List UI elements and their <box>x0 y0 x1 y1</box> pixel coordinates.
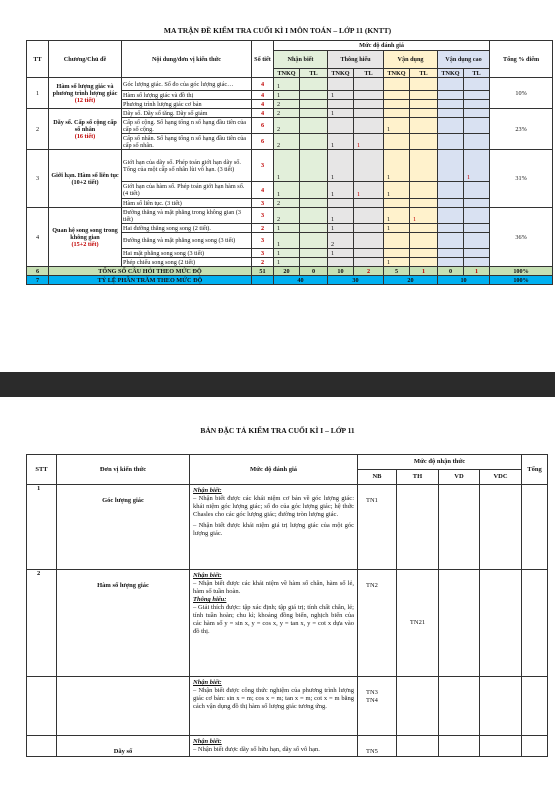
count-cell <box>354 150 384 182</box>
count-cell <box>464 100 490 109</box>
vdc-code-cell <box>480 485 522 570</box>
count-cell <box>300 258 328 267</box>
count-cell <box>384 249 410 258</box>
count-cell: 1 <box>274 224 300 233</box>
count-cell <box>300 100 328 109</box>
header-tnkq: TNKQ <box>384 69 410 78</box>
count-cell: 1 <box>328 150 354 182</box>
periods-cell: 4 <box>252 91 274 100</box>
pct-nb: 40 <box>274 276 328 285</box>
percent-row <box>27 276 553 285</box>
count-cell: 1 <box>354 134 384 150</box>
header-chapter: Chương/Chủ đề <box>49 41 122 78</box>
header-tt: TT <box>27 41 49 78</box>
spec-table <box>26 454 548 757</box>
count-cell <box>328 118 354 134</box>
header-tnkq: TNKQ <box>438 69 464 78</box>
spec-row <box>27 736 548 757</box>
group-chapter <box>49 109 122 150</box>
count-cell <box>300 118 328 134</box>
count-cell <box>464 258 490 267</box>
count-cell: 2 <box>274 199 300 208</box>
nb-heading: Nhận biết: <box>193 679 222 686</box>
spec-row <box>27 485 548 570</box>
count-cell <box>300 109 328 118</box>
header-tl: TL <box>410 69 438 78</box>
nb-code-cell: TN2 <box>358 570 397 677</box>
header-nb: Nhận biết <box>274 51 328 69</box>
count-cell <box>464 91 490 100</box>
count-cell <box>410 78 438 91</box>
count-cell <box>464 78 490 91</box>
count-cell <box>438 150 464 182</box>
count-cell <box>438 224 464 233</box>
count-cell: 1 <box>274 233 300 249</box>
periods-cell: 4 <box>252 182 274 199</box>
count-cell <box>328 258 354 267</box>
count-cell <box>354 208 384 224</box>
periods-cell: 4 <box>252 100 274 109</box>
header-vd: VD <box>439 470 480 485</box>
sum-total: 100% <box>490 267 553 276</box>
periods-cell: 3 <box>252 208 274 224</box>
spec-row <box>27 570 548 677</box>
group-chapter <box>49 208 122 267</box>
group-total: 23% <box>490 109 553 150</box>
count-cell <box>354 91 384 100</box>
count-cell <box>410 199 438 208</box>
count-cell <box>328 199 354 208</box>
count-cell <box>384 78 410 91</box>
header-content: Nội dung/đơn vị kiến thức <box>122 41 252 78</box>
count-cell: 1 <box>274 249 300 258</box>
periods-cell: 4 <box>252 109 274 118</box>
matrix-row <box>27 78 553 91</box>
sum-label: TỔNG SỐ CÂU HỎI THEO MỨC ĐỘ <box>49 267 252 276</box>
count-cell <box>300 91 328 100</box>
content-cell: Hai mặt phẳng song song (3 tiết) <box>122 249 252 258</box>
count-cell <box>300 249 328 258</box>
count-cell <box>384 91 410 100</box>
header-nb: NB <box>358 470 397 485</box>
pct-tt: 7 <box>27 276 49 285</box>
stt-cell <box>27 677 57 736</box>
group-total: 10% <box>490 78 553 109</box>
count-cell <box>300 233 328 249</box>
count-cell: 1 <box>384 150 410 182</box>
group-tt: 3 <box>27 150 49 208</box>
chapter-name: Hàm số lượng giác và phương trình lượng giác <box>52 82 118 97</box>
assessment-cell <box>190 485 358 570</box>
count-cell <box>384 134 410 150</box>
header-th: TH <box>397 470 439 485</box>
th-code-cell <box>397 736 439 757</box>
content-cell: Cấp số cộng. Số hạng tổng n số hạng đầu tiên của cấp số cộng. <box>122 118 252 134</box>
count-cell: 1 <box>274 182 300 199</box>
spec-body <box>27 485 548 757</box>
nb-heading: Nhận biết: <box>193 738 222 745</box>
count-cell: 1 <box>328 134 354 150</box>
count-cell: 1 <box>274 91 300 100</box>
vdc-code-cell <box>480 736 522 757</box>
header-vdc: VDC <box>480 470 522 485</box>
count-cell <box>438 208 464 224</box>
assessment-cell <box>190 570 358 677</box>
spec-row <box>27 677 548 736</box>
chapter-periods: (16 tiết) <box>74 132 96 140</box>
vdc-code-cell <box>480 677 522 736</box>
count-cell <box>464 199 490 208</box>
header-tl: TL <box>354 69 384 78</box>
count-cell: 2 <box>274 134 300 150</box>
periods-cell: 3 <box>252 150 274 182</box>
content-cell: Hàm số liên tục. (3 tiết) <box>122 199 252 208</box>
content-cell: Giới hạn của dãy số. Phép toán giới hạn dãy số. Tổng của một cấp số nhân lùi vô hạn. (3 tiết) <box>122 150 252 182</box>
content-cell: Hàm số lượng giác và đồ thị <box>122 91 252 100</box>
count-cell <box>438 78 464 91</box>
nb-heading: Nhận biết: <box>193 487 222 494</box>
count-cell: 2 <box>328 233 354 249</box>
count-cell: 1 <box>328 224 354 233</box>
periods-cell: 6 <box>252 134 274 150</box>
vd-code-cell <box>439 570 480 677</box>
nb-item: – Nhận biết được các khái niệm về hàm số chẵn, hàm số lẻ, hàm số tuần hoàn. <box>193 580 354 595</box>
count-cell: 2 <box>274 100 300 109</box>
count-cell: 1 <box>384 224 410 233</box>
count-cell: 1 <box>384 182 410 199</box>
pct-label: TỶ LỆ PHẦN TRĂM THEO MỨC ĐỘ <box>49 276 252 285</box>
total-cell <box>522 677 548 736</box>
count-cell <box>300 199 328 208</box>
sum-nb-tnkq: 20 <box>274 267 300 276</box>
count-cell <box>300 78 328 91</box>
content-cell: Góc lượng giác. Số đo của góc lượng giác… <box>122 78 252 91</box>
periods-cell: 6 <box>252 118 274 134</box>
th-code-cell <box>397 677 439 736</box>
count-cell <box>438 258 464 267</box>
th-item: – Giải thích được: tập xác định; tập giá trị; tính chất chẵn, lẻ; tính tuần hoàn; chu kì; khoảng đồng biến, nghịch biến của các hàm số y = sin x, y = cos x, y = tan x, y = cot x dựa vào đồ thị. <box>193 604 354 635</box>
count-cell <box>464 182 490 199</box>
count-cell <box>464 233 490 249</box>
count-cell: 1 <box>328 249 354 258</box>
matrix-row <box>27 109 553 118</box>
header-total: Tổng % điểm <box>490 41 553 78</box>
count-cell <box>410 224 438 233</box>
assessment-cell <box>190 677 358 736</box>
count-cell <box>410 258 438 267</box>
count-cell: 1 <box>274 78 300 91</box>
count-cell <box>300 182 328 199</box>
count-cell <box>410 109 438 118</box>
page-separator <box>0 372 555 397</box>
count-cell: 1 <box>384 208 410 224</box>
header-cognitive: Mức độ nhận thức <box>358 455 522 470</box>
content-cell: Phép chiếu song song (2 tiết) <box>122 258 252 267</box>
nb-item: – Nhận biết được công thức nghiệm của phương trình lượng giác cơ bản: sin x = m; cos x = m; tan x = m; cot x = m bằng cách vận dụng đồ thị hàm số lượng giác tương ứng. <box>193 687 354 710</box>
count-cell <box>354 100 384 109</box>
matrix-table <box>26 40 553 285</box>
spec-header-row-1 <box>27 455 548 470</box>
count-cell <box>438 182 464 199</box>
nb-code-cell: TN3 TN4 <box>358 677 397 736</box>
header-tnkq: TNKQ <box>328 69 354 78</box>
sum-tt: 6 <box>27 267 49 276</box>
periods-cell: 4 <box>252 78 274 91</box>
unit-cell: Hàm số lượng giác <box>57 570 190 677</box>
sum-vd-tl: 1 <box>410 267 438 276</box>
group-chapter <box>49 150 122 208</box>
nb-code-cell: TN1 <box>358 485 397 570</box>
periods-cell: 3 <box>252 199 274 208</box>
count-cell: 1 <box>410 208 438 224</box>
total-cell <box>522 485 548 570</box>
chapter-name: Dãy số. Cấp số cộng cấp số nhân <box>53 118 117 133</box>
count-cell <box>328 78 354 91</box>
count-cell <box>464 249 490 258</box>
count-cell <box>384 100 410 109</box>
header-unit: Đơn vị kiến thức <box>57 455 190 485</box>
header-level: Mức độ đánh giá <box>274 41 490 51</box>
pct-periods <box>252 276 274 285</box>
header-tl: TL <box>464 69 490 78</box>
count-cell <box>384 199 410 208</box>
count-cell: 1 <box>464 150 490 182</box>
count-cell <box>438 91 464 100</box>
count-cell <box>464 109 490 118</box>
sum-nb-tl: 0 <box>300 267 328 276</box>
content-cell: Dãy số. Dãy số tăng. Dãy số giảm <box>122 109 252 118</box>
th-code-cell <box>397 485 439 570</box>
count-cell: 2 <box>274 109 300 118</box>
count-cell <box>464 224 490 233</box>
chapter-name: Giới hạn. Hàm số liên tục (10+2 tiết) <box>51 171 119 186</box>
count-cell <box>410 91 438 100</box>
header-vdc: Vận dụng cao <box>438 51 490 69</box>
group-total: 36% <box>490 208 553 267</box>
count-cell <box>300 208 328 224</box>
header-tnkq: TNKQ <box>274 69 300 78</box>
stt-cell: 1 <box>27 485 57 570</box>
matrix-page <box>0 0 555 372</box>
count-cell <box>354 199 384 208</box>
count-cell: 2 <box>274 208 300 224</box>
vdc-code-cell <box>480 570 522 677</box>
header-periods: Số tiết <box>252 41 274 78</box>
group-chapter <box>49 78 122 109</box>
pct-total: 100% <box>490 276 553 285</box>
count-cell <box>300 150 328 182</box>
pct-vd: 20 <box>384 276 438 285</box>
count-cell <box>328 100 354 109</box>
sum-vd-tnkq: 5 <box>384 267 410 276</box>
content-cell: Giới hạn của hàm số. Phép toán giới hạn hàm số. (4 tiết) <box>122 182 252 199</box>
header-stt: STT <box>27 455 57 485</box>
periods-cell: 3 <box>252 233 274 249</box>
count-cell <box>410 134 438 150</box>
count-cell: 1 <box>354 182 384 199</box>
header-assessment: Mức độ đánh giá <box>190 455 358 485</box>
count-cell <box>438 199 464 208</box>
count-cell <box>300 224 328 233</box>
vd-code-cell <box>439 677 480 736</box>
header-th: Thông hiểu <box>328 51 384 69</box>
count-cell: 1 <box>328 109 354 118</box>
spec-page <box>0 397 555 791</box>
stt-cell: 2 <box>27 570 57 677</box>
header-vd: Vận dụng <box>384 51 438 69</box>
group-tt: 4 <box>27 208 49 267</box>
nb-code-cell: TN5 <box>358 736 397 757</box>
count-cell <box>410 100 438 109</box>
vd-code-cell <box>439 485 480 570</box>
content-cell: Hai đường thẳng song song (2 tiết). <box>122 224 252 233</box>
matrix-header-row-1 <box>27 41 553 51</box>
nb-item: – Nhận biết được các khái niệm cơ bản về góc lượng giác: khái niệm góc lượng giác; số đo của góc lượng giác; hệ thức Chasles cho các góc lượng giác; đường tròn lượng giác. <box>193 495 354 518</box>
count-cell <box>384 109 410 118</box>
periods-cell: 3 <box>252 249 274 258</box>
sum-vdc-tl: 1 <box>464 267 490 276</box>
pct-th: 30 <box>328 276 384 285</box>
header-total: Tổng <box>522 455 548 485</box>
content-cell: Đường thẳng và mặt phẳng trong không gian (3 tiết) <box>122 208 252 224</box>
sum-th-tl: 2 <box>354 267 384 276</box>
matrix-row <box>27 150 553 182</box>
group-total: 31% <box>490 150 553 208</box>
count-cell: 2 <box>274 118 300 134</box>
th-heading: Thông hiểu: <box>193 596 227 603</box>
count-cell <box>438 100 464 109</box>
count-cell <box>354 118 384 134</box>
count-cell <box>438 134 464 150</box>
count-cell <box>354 249 384 258</box>
periods-cell: 2 <box>252 258 274 267</box>
matrix-body <box>27 78 553 267</box>
nb-item: – Nhận biết được dãy số hữu hạn, dãy số vô hạn. <box>193 746 320 753</box>
count-cell <box>354 78 384 91</box>
matrix-row <box>27 208 553 224</box>
unit-cell: Dãy số <box>57 736 190 757</box>
spec-title: BẢN ĐẶC TẢ KIỂM TRA CUỐI KÌ I – LỚP 11 <box>200 426 355 435</box>
content-cell: Đường thẳng và mặt phẳng song song (3 tiết) <box>122 233 252 249</box>
nb-heading: Nhận biết: <box>193 572 222 579</box>
count-cell <box>410 233 438 249</box>
count-cell <box>464 134 490 150</box>
unit-cell <box>57 677 190 736</box>
chapter-periods: (12 tiết) <box>74 96 96 104</box>
count-cell <box>354 224 384 233</box>
th-code-cell: TN21 <box>397 570 439 677</box>
count-cell: 1 <box>328 182 354 199</box>
count-cell: 1 <box>328 91 354 100</box>
count-cell: 1 <box>384 118 410 134</box>
count-cell: 1 <box>384 258 410 267</box>
count-cell: 1 <box>274 258 300 267</box>
header-tl: TL <box>300 69 328 78</box>
group-tt: 2 <box>27 109 49 150</box>
chapter-periods: (15+2 tiết) <box>71 240 99 248</box>
periods-cell: 2 <box>252 224 274 233</box>
sum-periods: 51 <box>252 267 274 276</box>
unit-cell: Góc lượng giác <box>57 485 190 570</box>
count-cell <box>410 249 438 258</box>
count-cell: 1 <box>328 208 354 224</box>
nb-item: – Nhận biết được khái niệm giá trị lượng giác của một góc lượng giác. <box>193 522 354 537</box>
count-cell <box>438 233 464 249</box>
count-cell <box>384 233 410 249</box>
sum-row <box>27 267 553 276</box>
vd-code-cell <box>439 736 480 757</box>
count-cell <box>410 182 438 199</box>
count-cell <box>438 109 464 118</box>
matrix-title: MA TRẬN ĐỀ KIỂM TRA CUỐI KÌ I MÔN TOÁN – LỚP 11 (KNTT) <box>163 26 392 35</box>
count-cell <box>354 233 384 249</box>
count-cell <box>410 118 438 134</box>
content-cell: Cấp số nhân. Số hạng tổng n số hạng đầu tiên của cấp số nhân. <box>122 134 252 150</box>
count-cell <box>300 134 328 150</box>
count-cell <box>464 118 490 134</box>
count-cell <box>354 109 384 118</box>
count-cell <box>438 249 464 258</box>
count-cell <box>438 118 464 134</box>
group-tt: 1 <box>27 78 49 109</box>
chapter-name: Quan hệ song song trong không gian <box>52 226 118 241</box>
content-cell: Phương trình lượng giác cơ bản <box>122 100 252 109</box>
count-cell <box>354 258 384 267</box>
total-cell <box>522 736 548 757</box>
assessment-cell <box>190 736 358 757</box>
stt-cell <box>27 736 57 757</box>
count-cell: 1 <box>274 150 300 182</box>
pct-vdc: 10 <box>438 276 490 285</box>
count-cell <box>410 150 438 182</box>
sum-th-tnkq: 10 <box>328 267 354 276</box>
count-cell <box>464 208 490 224</box>
sum-vdc-tnkq: 0 <box>438 267 464 276</box>
total-cell <box>522 570 548 677</box>
